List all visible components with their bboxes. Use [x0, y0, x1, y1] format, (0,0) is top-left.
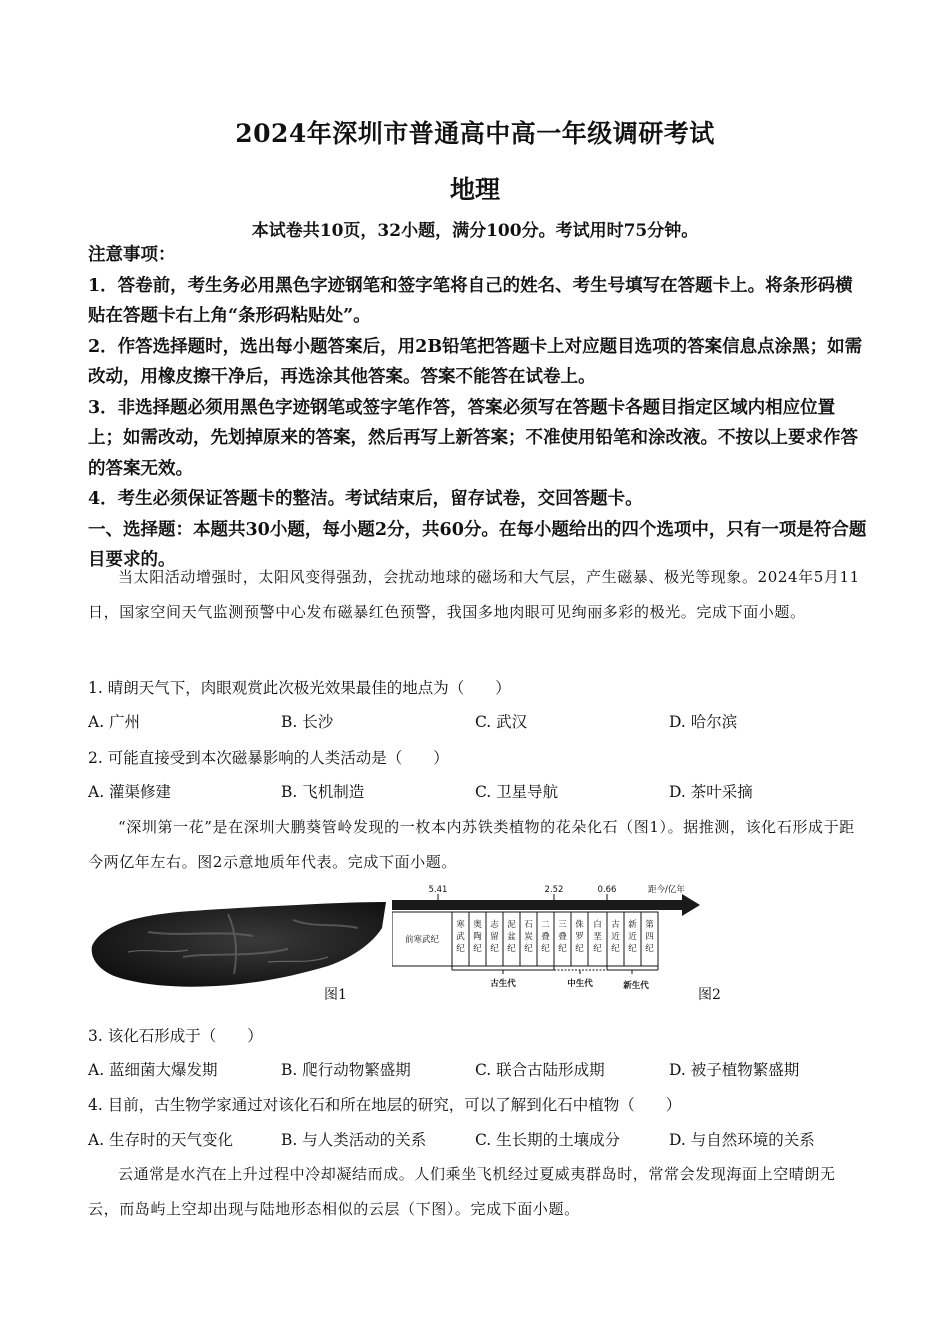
era-label: 中生代 — [567, 979, 593, 989]
subject-title: 地理 — [449, 175, 500, 204]
passage-fossil: “深圳第一花”是在深圳大鹏葵管岭发现的一枚本内苏铁类植物的花朵化石（图1）。据推测，该化石形成于距今两亿年左右。图2示意地质年代表。完成下面小题。 — [88, 818, 855, 871]
option-a[interactable]: A. 蓝细菌大爆发期 — [88, 1061, 218, 1079]
option-b[interactable]: B. 爬行动物繁盛期 — [281, 1061, 411, 1079]
question-4-stem: 4. 目前，古生物学家通过对该化石和所在地层的研究，可以了解到化石中植物（ ） — [88, 1096, 682, 1114]
option-a[interactable]: A. 生存时的天气变化 — [88, 1131, 234, 1149]
option-c[interactable]: C. 武汉 — [475, 713, 528, 731]
option-a[interactable]: A. 灌渠修建 — [88, 783, 172, 801]
question-3-stem: 3. 该化石形成于（ ） — [88, 1027, 263, 1045]
note-item: 1．答卷前，考生务必用黑色字迹钢笔和签字笔将自己的姓名、考生号填写在答题卡上。将条形码横贴在答题卡右上角“条形码粘贴处”。 — [88, 275, 853, 326]
period-label: 第四纪 — [645, 920, 654, 954]
option-b[interactable]: B. 长沙 — [281, 713, 334, 731]
question-1-options — [88, 710, 868, 732]
option-d[interactable]: D. 哈尔滨 — [669, 713, 738, 731]
period-label: 泥盆纪 — [507, 920, 516, 954]
option-b[interactable]: B. 飞机制造 — [281, 783, 365, 801]
tick-label: 2.52 — [544, 885, 564, 895]
question-4-options — [88, 1128, 868, 1150]
fossil-image — [88, 902, 388, 987]
option-c[interactable]: C. 生长期的土壤成分 — [475, 1131, 621, 1149]
paleozoic-periods — [452, 912, 554, 966]
notes-heading: 注意事项： — [88, 245, 176, 265]
exam-info: 本试卷共10页，32小题，满分100分。考试用时75分钟。 — [251, 221, 699, 241]
period-label: 古近纪 — [611, 920, 620, 954]
question-2-options — [88, 780, 868, 802]
note-item: 4．考生必须保证答题卡的整洁。考试结束后，留存试卷，交回答题卡。 — [88, 489, 643, 509]
question-2-stem: 2. 可能直接受到本次磁暴影响的人类活动是（ ） — [88, 749, 449, 767]
period-label: 石炭纪 — [524, 920, 533, 954]
axis-unit-label: 距今/亿年 — [648, 885, 685, 895]
period-label: 新近纪 — [628, 920, 637, 954]
period-label: 志留纪 — [490, 920, 499, 954]
note-item: 2．作答选择题时，选出每小题答案后，用2B铅笔把答题卡上对应题目选项的答案信息点涂黑；如需改动，用橡皮擦干净后，再选涂其他答案。答案不能答在试卷上。 — [88, 336, 863, 387]
period-label: 三叠纪 — [558, 920, 567, 954]
section-heading: 一、选择题：本题共30小题，每小题2分，共60分。在每小题给出的四个选项中，只有一项是符合题目要求的。 — [88, 519, 867, 570]
period-label: 前寒武纪 — [404, 935, 440, 945]
question-1-stem: 1. 晴朗天气下，肉眼观赏此次极光效果最佳的地点为（ ） — [88, 679, 511, 697]
passage-aurora: 当太阳活动增强时，太阳风变得强劲，会扰动地球的磁场和大气层，产生磁暴、极光等现象。2024年5月11日，国家空间天气监测预警中心发布磁暴红色预警，我国多地肉眼可见绚丽多彩的极光。完成下面小题。 — [88, 568, 860, 621]
period-label: 白垩纪 — [593, 920, 602, 954]
option-b[interactable]: B. 与人类活动的关系 — [281, 1131, 427, 1149]
period-label: 侏罗纪 — [575, 920, 584, 954]
geologic-time-table — [392, 884, 702, 994]
tick-label: 5.41 — [428, 885, 448, 895]
option-d[interactable]: D. 茶叶采摘 — [669, 783, 753, 801]
option-d[interactable]: D. 被子植物繁盛期 — [669, 1061, 800, 1079]
period-label: 二叠纪 — [541, 920, 550, 954]
notes-block — [88, 240, 868, 576]
period-label: 寒武纪 — [456, 920, 465, 954]
exam-title: 2024年深圳市普通高中高一年级调研考试 — [235, 119, 715, 148]
era-label: 新生代 — [623, 981, 649, 991]
period-label: 奥陶纪 — [473, 920, 482, 954]
figure-2-caption: 图2 — [698, 987, 721, 1003]
option-c[interactable]: C. 联合古陆形成期 — [475, 1061, 605, 1079]
tick-label: 0.66 — [597, 885, 617, 895]
question-3-options — [88, 1058, 868, 1080]
era-label: 古生代 — [490, 979, 516, 989]
option-a[interactable]: A. 广州 — [88, 713, 141, 731]
option-d[interactable]: D. 与自然环境的关系 — [669, 1131, 815, 1149]
option-c[interactable]: C. 卫星导航 — [475, 783, 559, 801]
note-item: 3．非选择题必须用黑色字迹钢笔或签字笔作答，答案必须写在答题卡各题目指定区域内相应位置上；如需改动，先划掉原来的答案，然后再写上新答案；不准使用铅笔和涂改液。不按以上要求作答的答案无效。 — [88, 397, 858, 479]
passage-clouds: 云通常是水汽在上升过程中冷却凝结而成。人们乘坐飞机经过夏威夷群岛时，常常会发现海面上空晴朗无云，而岛屿上空却出现与陆地形态相似的云层（下图）。完成下面小题。 — [88, 1165, 836, 1218]
figure-1-caption: 图1 — [324, 987, 347, 1003]
